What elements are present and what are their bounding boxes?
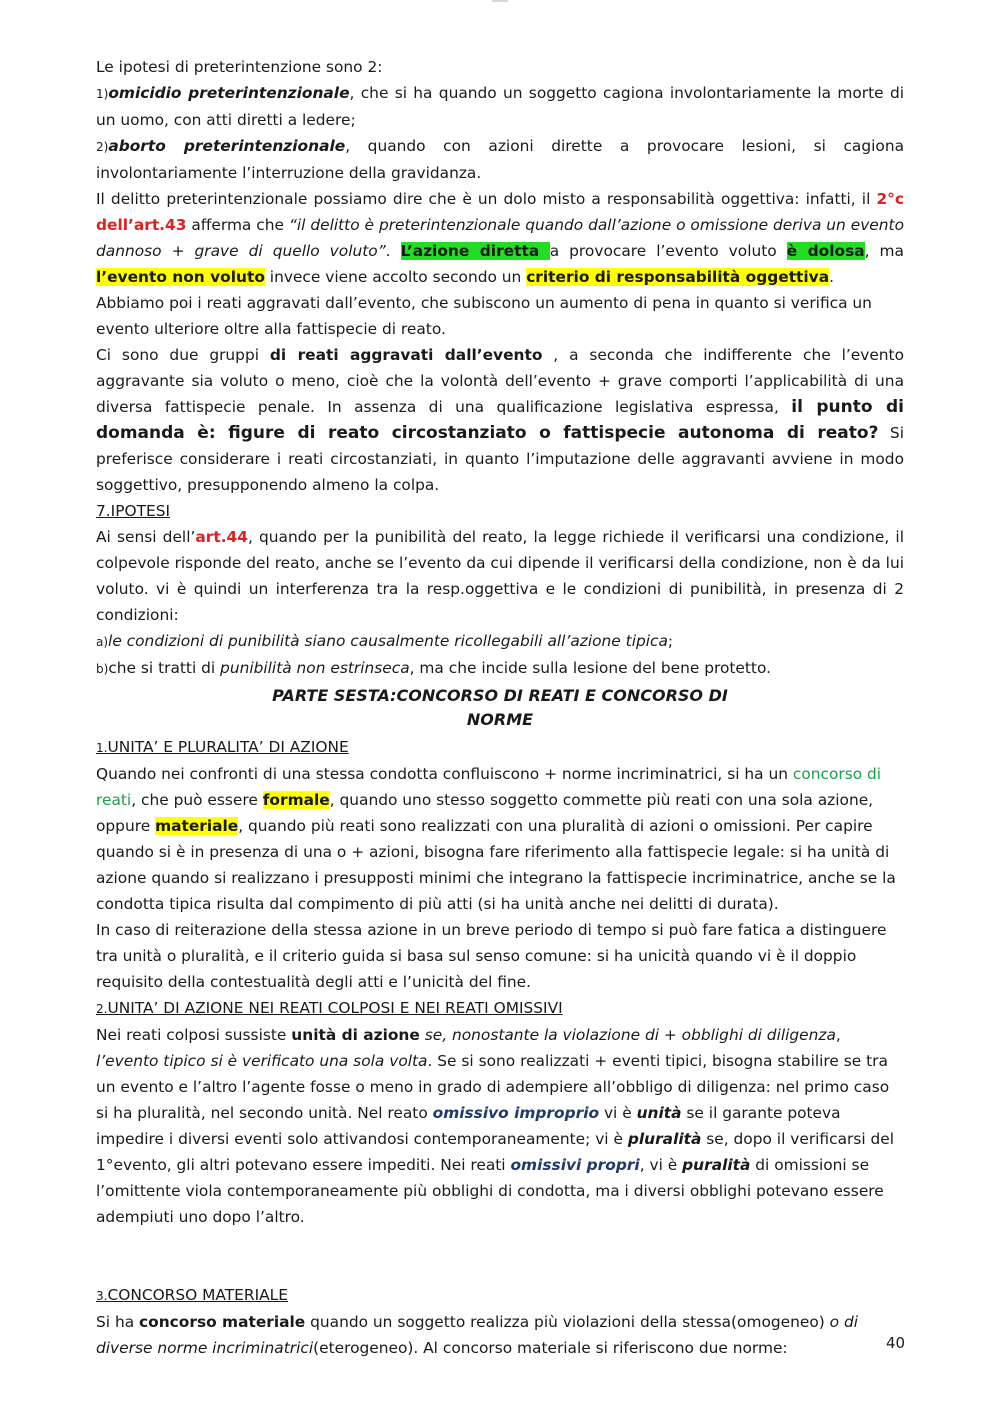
- italic-text: l’evento tipico si è verificato una sola volta: [96, 1052, 428, 1070]
- paragraph-colposi: [96, 1022, 904, 1230]
- heading-ipotesi: 7.IPOTESI: [96, 502, 171, 520]
- italic-text: se, nonostante la violazione di + obblighi di diligenza: [419, 1026, 836, 1044]
- text: Si ha: [96, 1313, 140, 1331]
- highlight-dolosa: è dolosa: [786, 242, 865, 260]
- green-term: concorso di reati: [96, 765, 882, 809]
- list-number: b): [96, 662, 109, 676]
- text: , quando più reati sono realizzati con una pluralità di azioni o omissioni. Per capire quando si è in presenza di una o + azioni, bisogna fare riferimento alla fattispecie legale: si ha unità di azione quando si realizzano i presupposti minimi che integrano la fattispecie incriminatrice, anche se la condotta tipica risulta dal compimento di più atti (si ha unità anche nei delitti di durata).: [96, 817, 896, 913]
- text: quando un soggetto realizza più violazioni della stessa(omogeneo): [305, 1313, 830, 1331]
- heading-text: UNITA’ DI AZIONE NEI REATI COLPOSI E NEI REATI OMISSIVI: [107, 999, 563, 1017]
- highlight-materiale: materiale: [155, 817, 239, 835]
- list-text: , che si ha quando un soggetto cagiona involontariamente la morte di un uomo, con atti diretti a ledere;: [96, 84, 904, 129]
- text: Si preferisce considerare i reati circostanziati, in quanto l’imputazione delle aggravanti avviene in modo soggettivo, presupponendo almeno la colpa.: [96, 424, 904, 494]
- heading-concorso-materiale: [96, 1282, 904, 1309]
- page-number: 40: [886, 1334, 906, 1352]
- heading-unita: [96, 734, 904, 761]
- paragraph-intro: Le ipotesi di preterintenzione sono 2:: [96, 58, 383, 76]
- text: vi è: [599, 1104, 637, 1122]
- paragraph-reiterazione: In caso di reiterazione della stessa azione in un breve periodo di tempo si può fare fatica a distinguere tra unità o pluralità, e il criterio guida si basa sul senso comune: si ha unicità quando vi è il doppio requisito della contestualità degli atti e l’unicità del fine.: [96, 921, 887, 991]
- text: che si tratti di: [108, 659, 221, 677]
- term-omicidio: omicidio preterintenzionale: [108, 84, 350, 102]
- italic-text: o di diverse norme incriminatrici: [96, 1313, 859, 1357]
- heading-number: 2.: [96, 1002, 108, 1016]
- text: , quando uno stesso soggetto commette più reati con una sola azione, oppure: [96, 791, 874, 835]
- paragraph-art44: [96, 524, 904, 628]
- text: Il delitto preterintenzionale possiamo dire che è un dolo misto a responsabilità oggettiva: infatti, il: [96, 190, 877, 208]
- spacer: [96, 1230, 904, 1282]
- text: ;: [667, 632, 674, 650]
- heading-text: UNITA’ E PLURALITA’ DI AZIONE: [107, 738, 349, 756]
- text: ,: [835, 1026, 841, 1044]
- text: , ma: [864, 242, 904, 260]
- list-item-b: [96, 655, 904, 682]
- list-text: le condizioni di punibilità siano causalmente ricollegabili all’azione tipica: [108, 632, 668, 650]
- bold-italic-term: puralità: [682, 1156, 751, 1174]
- list-item-2: [96, 133, 904, 186]
- navy-term: omissivo improprio: [432, 1104, 600, 1122]
- text: di omissioni se l’omittente viola contemporaneamente più obblighi di condotta, ma i diversi obblighi potevano essere adempiuti uno dopo l’altro.: [96, 1156, 884, 1226]
- text: Ai sensi dell’: [96, 528, 196, 546]
- article-ref-43: 2°c dell’art.43: [96, 190, 904, 234]
- text: .: [829, 268, 835, 286]
- text: , quando per la punibilità del reato, la legge richiede il verificarsi una condizione, il colpevole risponde del reato, anche se l’evento da cui dipende il verificarsi della condizione, non è da lui voluto.: [96, 528, 904, 598]
- text: , vi è: [639, 1156, 683, 1174]
- header-mark: [492, 0, 508, 2]
- highlight-evento: l’evento non voluto: [96, 268, 265, 286]
- document-page: [96, 54, 904, 1361]
- list-number: 2): [96, 140, 109, 154]
- text: se il garante poteva impedire i diversi eventi solo attivandosi contemporaneamente; vi è: [96, 1104, 841, 1148]
- paragraph-concorso: [96, 761, 904, 917]
- text: afferma che: [186, 216, 289, 234]
- list-number: a): [96, 635, 109, 649]
- section-title-line-2: NORME: [466, 710, 534, 729]
- question-emphasis: il punto di domanda è: figure di reato circostanziato o fattispecie autonoma di reato?: [96, 397, 904, 443]
- section-title: [96, 684, 904, 732]
- text: . Se si sono realizzati + eventi tipici, bisogna stabilire se tra un evento e l’altro l’agente fosse o meno in grado di adempiere all’obbligo di diligenza: nel primo caso si ha pluralità, nel secondo unità. Nel reato: [96, 1052, 890, 1122]
- text: Ci sono due gruppi: [96, 346, 270, 364]
- text: Quando nei confronti di una stessa condotta confluiscono + norme incriminatrici, si ha un: [96, 765, 793, 783]
- term-aborto: aborto preterintenzionale: [108, 137, 346, 155]
- paragraph-delitto: [96, 186, 904, 290]
- text: , a seconda che indifferente che l’evento aggravante sia voluto o meno, cioè che la volontà dell’evento + grave comporti l’applicabilità di una diversa fattispecie penale. In assenza di una qualificazione legislativa espressa,: [96, 346, 904, 416]
- highlight-formale: formale: [262, 791, 330, 809]
- paragraph-aggravati: Abbiamo poi i reati aggravati dall’evento, che subiscono un aumento di pena in quanto si verifica un evento ulteriore oltre alla fattispecie di reato.: [96, 294, 872, 338]
- text: a provocare l’evento voluto: [549, 242, 787, 260]
- text: vi è quindi un interferenza tra la resp.oggettiva e le condizioni di punibilità, in presenza di 2 condizioni:: [96, 580, 904, 624]
- bold-term: unità di azione: [291, 1026, 420, 1044]
- quote: “il delitto è preterintenzionale quando dall’azione o omissione deriva un evento dannoso + grave di quello voluto”: [96, 216, 904, 260]
- bold-term: concorso materiale: [139, 1313, 306, 1331]
- text: , che può essere: [131, 791, 263, 809]
- text: invece viene accolto secondo un: [264, 268, 527, 286]
- highlight-criterio: criterio di responsabilità oggettiva: [526, 268, 830, 286]
- heading-number: 1.: [96, 741, 108, 755]
- list-number: 1): [96, 87, 109, 101]
- list-item-1: [96, 80, 904, 133]
- italic-term: punibilità non estrinseca: [220, 659, 410, 677]
- bold-italic-term: unità: [636, 1104, 682, 1122]
- heading-text: CONCORSO MATERIALE: [107, 1286, 288, 1304]
- text: .: [385, 242, 401, 260]
- heading-number: 3.: [96, 1289, 108, 1303]
- heading-colposi: [96, 995, 904, 1022]
- navy-term: omissivi propri: [510, 1156, 640, 1174]
- highlight-azione: L’azione diretta: [400, 242, 550, 260]
- text: Nei reati colposi sussiste: [96, 1026, 292, 1044]
- bold-italic-term: pluralità: [627, 1130, 702, 1148]
- paragraph-gruppi: [96, 342, 904, 498]
- list-item-a: [96, 628, 904, 655]
- article-ref-44: art.44: [195, 528, 248, 546]
- text: se, dopo il verificarsi del 1°evento, gli altri potevano essere impediti. Nei reati: [96, 1130, 895, 1174]
- section-title-line-1: PARTE SESTA:CONCORSO DI REATI E CONCORSO DI: [272, 686, 728, 705]
- text: (eterogeneo). Al concorso materiale si riferiscono due norme:: [313, 1339, 788, 1357]
- list-text: , quando con azioni dirette a provocare lesioni, si cagiona involontariamente l’interruzione della gravidanza.: [96, 137, 905, 182]
- paragraph-concorso-materiale: [96, 1309, 904, 1361]
- text: , ma che incide sulla lesione del bene protetto.: [409, 659, 771, 677]
- bold-term: di reati aggravati dall’evento: [269, 346, 543, 364]
